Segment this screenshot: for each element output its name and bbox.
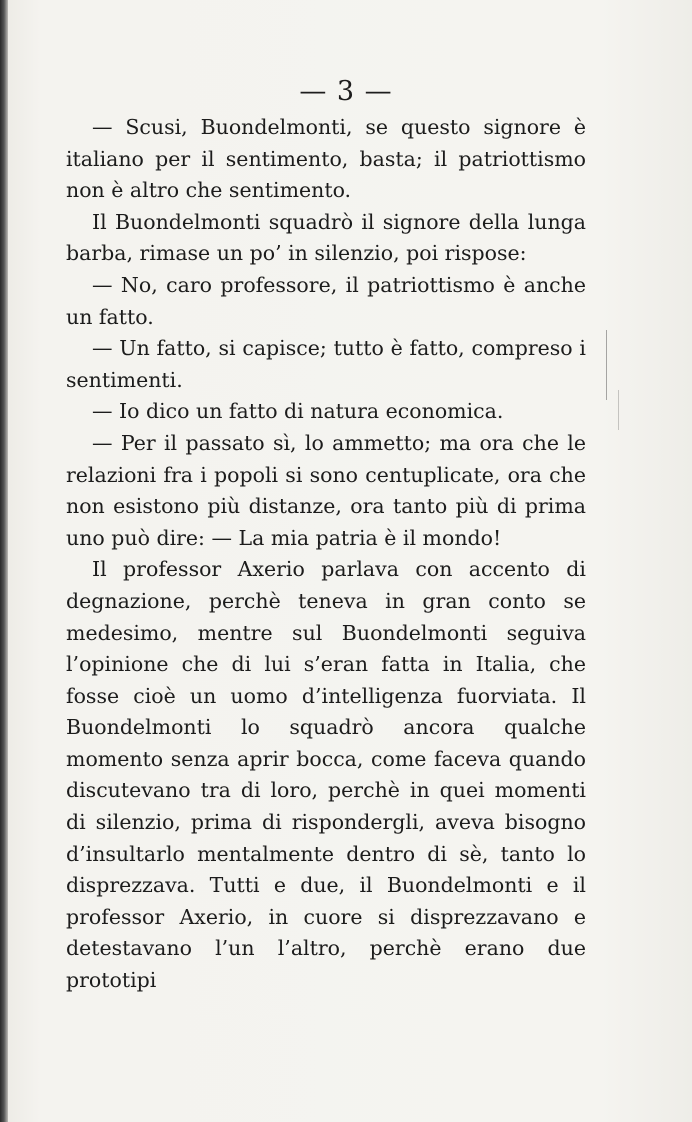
paragraph-7: Il professor Axerio parlava con accento di degnazione, perchè teneva in gran conto se medesimo, mentre sul Buondelmonti seguiva l’opinione che di lui s’eran fatta in Italia, che fosse cioè un uomo d’intelligenza fuorviata. Il Buondelmonti lo squadrò ancora qualche momento senza aprir bocca, come faceva quando discutevano tra di loro, perchè in quei momenti di silenzio, prima di rispondergli, aveva bisogno d’insultarlo mentalmente dentro di sè, tanto lo disprezzava. Tutti e due, il Buondelmonti e il professor Axerio, in cuore si disprezzavano e detestavano l’un l’altro, perchè erano due prototipi — [66, 557, 586, 993]
paragraph-6: — Per il passato sì, lo ammetto; ma ora che le relazioni fra i popoli si sono centuplicate, ora che non esistono più distanze, ora tanto più di prima uno può dire: — La mia patria è il mondo! — [66, 430, 586, 550]
print-artifact-mark — [606, 330, 607, 400]
page-number: — 3 — — [299, 76, 393, 107]
binding-edge — [0, 0, 8, 1122]
body-text — [66, 112, 586, 997]
paragraph-3: — No, caro professore, il patriottismo è anche un fatto. — [66, 272, 586, 329]
print-artifact-mark — [618, 390, 619, 430]
paragraph-1: — Scusi, Buondelmonti, se questo signore è italiano per il sentimento, basta; il patriottismo non è altro che sentimento. — [66, 115, 586, 203]
paragraph-2: Il Buondelmonti squadrò il signore della lunga barba, rimase un po’ in silenzio, poi rispose: — [66, 209, 586, 266]
paragraph-4: — Un fatto, si capisce; tutto è fatto, compreso i sentimenti. — [66, 336, 586, 392]
paragraph-5: — Io dico un fatto di natura economica. — [92, 399, 504, 424]
